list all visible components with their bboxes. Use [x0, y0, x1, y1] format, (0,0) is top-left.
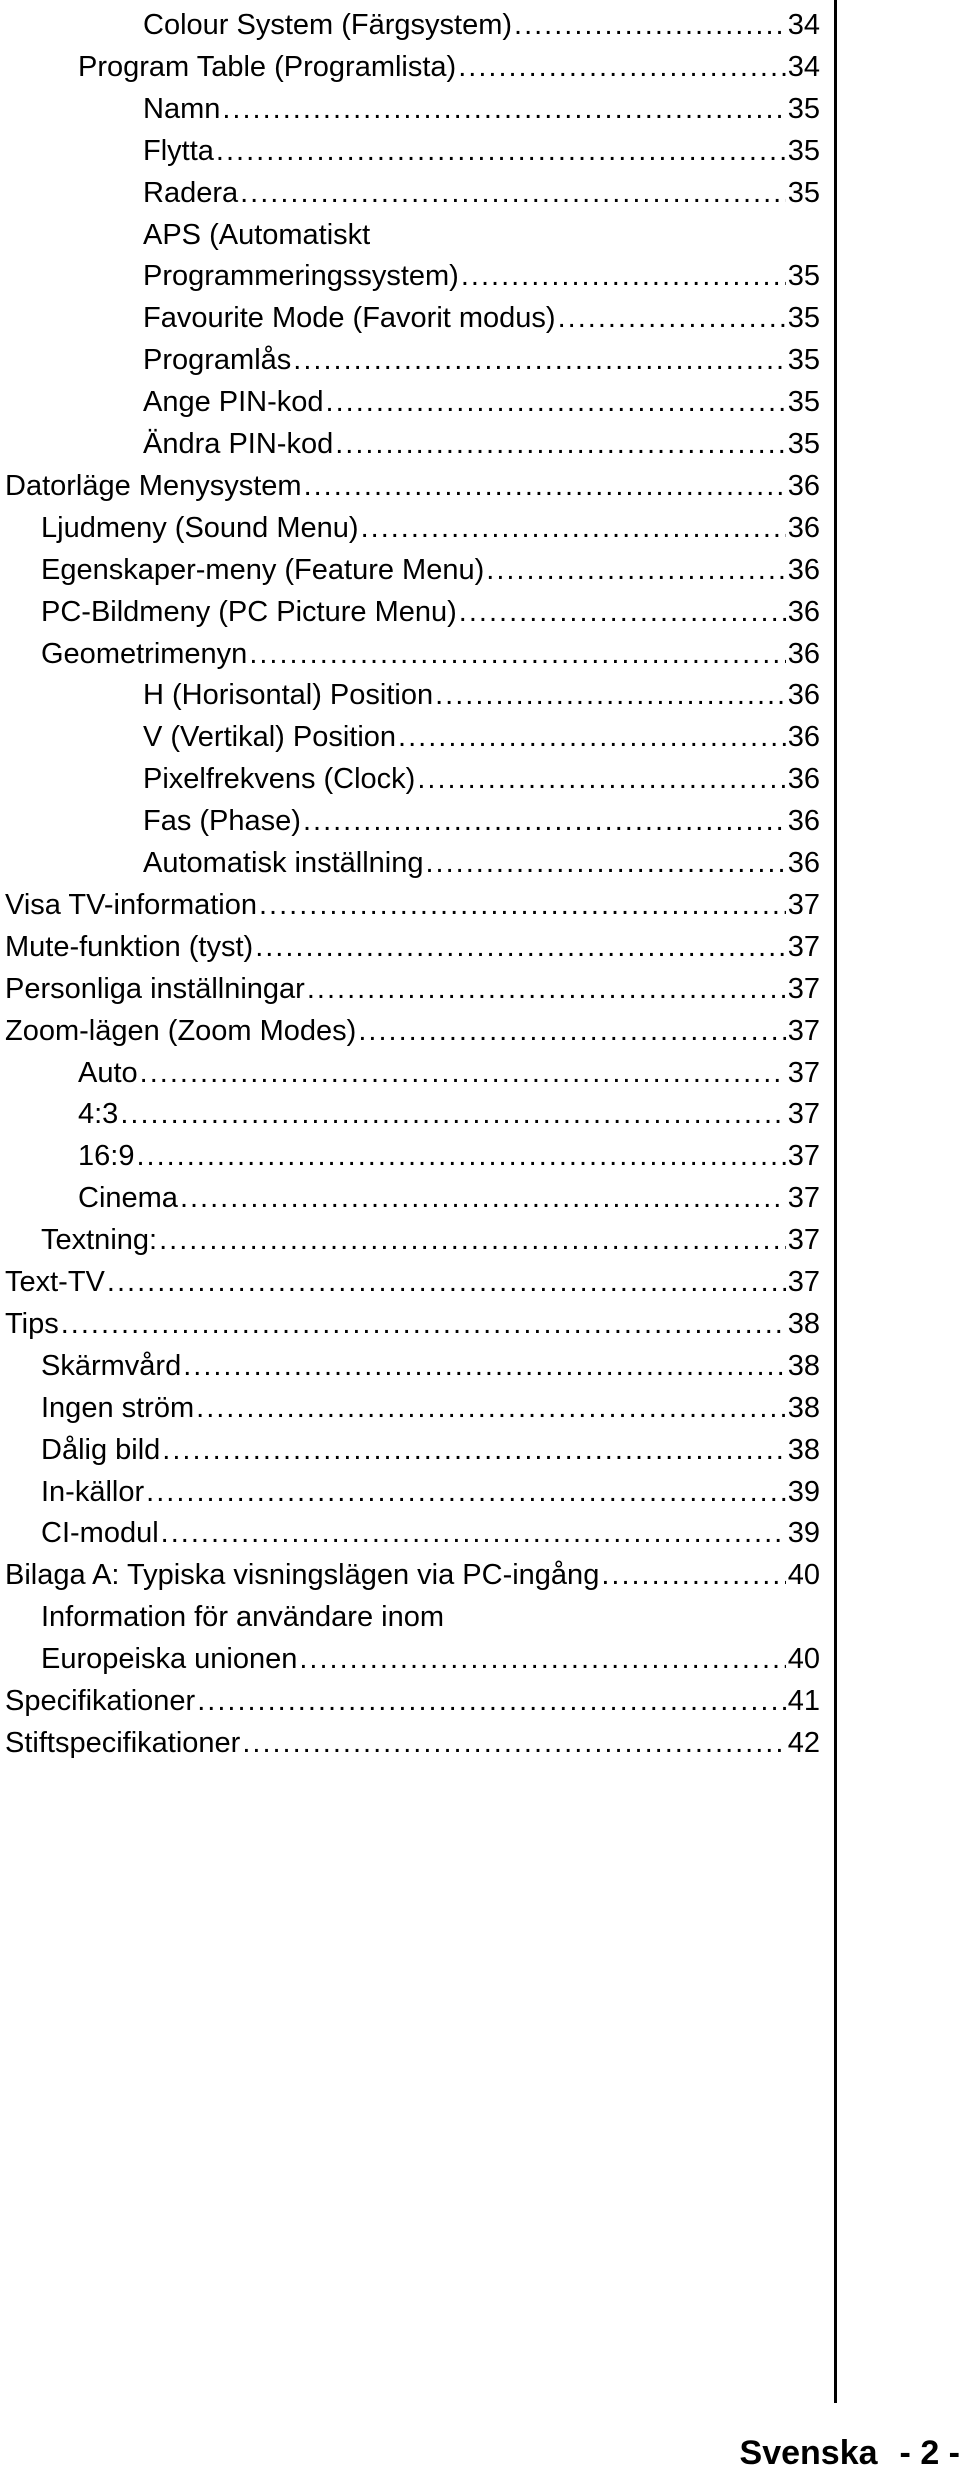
toc-entry[interactable]: [143, 796, 820, 838]
toc-entry[interactable]: [143, 210, 820, 252]
toc-entry[interactable]: [41, 1425, 820, 1467]
toc-entry[interactable]: [41, 503, 820, 545]
toc-leader-dots: [398, 720, 786, 754]
toc-entry-title: Ljudmeny (Sound Menu): [41, 511, 359, 544]
toc-entry[interactable]: [78, 1173, 820, 1215]
toc-leader-dots: [140, 1056, 786, 1090]
toc-leader-dots: [435, 678, 786, 712]
toc-entry-title: Programmeringssystem): [143, 260, 459, 293]
toc-leader-dots: [303, 804, 786, 838]
toc-leader-dots: [259, 888, 786, 922]
toc-leader-dots: [514, 8, 786, 42]
toc-entry-title: Europeiska unionen: [41, 1643, 298, 1676]
toc-entry[interactable]: [78, 1089, 820, 1131]
footer-page-number: - 2 -: [899, 2433, 960, 2472]
toc-entry[interactable]: [41, 587, 820, 629]
toc-entry-title: Flytta: [143, 134, 214, 167]
toc-leader-dots: [304, 469, 786, 503]
toc-leader-dots: [162, 1433, 785, 1467]
toc-entry-title: Egenskaper-meny (Feature Menu): [41, 553, 485, 586]
toc-entry-title: Fas (Phase): [143, 805, 301, 838]
toc-entry-page: 40: [787, 1643, 820, 1676]
toc-leader-dots: [299, 1642, 785, 1676]
toc-entry[interactable]: [41, 1341, 820, 1383]
toc-entry[interactable]: [143, 419, 820, 461]
toc-entry-page: 37: [787, 1140, 820, 1173]
toc-leader-dots: [459, 595, 786, 629]
toc-leader-dots: [417, 762, 785, 796]
toc-entry-title: 16:9: [78, 1140, 135, 1173]
toc-entry-title: Datorläge Menysystem: [5, 469, 302, 502]
toc-entry[interactable]: [5, 964, 820, 1006]
toc-entry-title: Automatisk inställning: [143, 847, 424, 879]
toc-entry-page: 38: [787, 1433, 820, 1466]
toc-leader-dots: [222, 92, 785, 126]
toc-leader-dots: [486, 553, 785, 587]
toc-entry[interactable]: [41, 545, 820, 587]
toc-entry-page: 37: [787, 1182, 820, 1215]
toc-entry-title: Cinema: [78, 1182, 178, 1215]
toc-entry-title: Colour System (Färgsystem): [143, 9, 513, 41]
footer-language: Svenska: [739, 2433, 878, 2472]
toc-entry-title: Geometrimenyn: [41, 637, 248, 670]
toc-entry-page: 38: [787, 1349, 820, 1382]
toc-entry-title: H (Horisontal) Position: [143, 679, 434, 712]
page-footer: [740, 2430, 960, 2476]
toc-leader-dots: [601, 1558, 785, 1592]
toc-entry[interactable]: [143, 754, 820, 796]
toc-leader-dots: [136, 1139, 785, 1173]
toc-leader-dots: [196, 1391, 786, 1425]
toc-entry[interactable]: [5, 880, 820, 922]
toc-entry-page: 36: [787, 511, 820, 544]
toc-leader-dots: [120, 1097, 785, 1131]
toc-leader-dots: [425, 846, 785, 880]
toc-entry-page: 35: [787, 302, 820, 335]
toc-entry-page: 37: [787, 1266, 820, 1298]
toc-entry[interactable]: [143, 126, 820, 168]
toc-entry[interactable]: [143, 168, 820, 210]
toc-entry-page: 35: [787, 176, 820, 209]
column-divider: [834, 0, 837, 2403]
toc-entry-title: APS (Automatiskt: [143, 218, 371, 251]
toc-entry-title: Radera: [143, 176, 239, 209]
toc-leader-dots: [461, 259, 786, 293]
toc-entry[interactable]: [5, 1718, 820, 1760]
toc-entry[interactable]: [5, 461, 820, 503]
toc-entry[interactable]: [41, 1467, 820, 1509]
toc-leader-dots: [159, 1223, 786, 1257]
toc-entry-title: Zoom-lägen (Zoom Modes): [5, 1014, 357, 1047]
toc-leader-dots: [335, 427, 786, 461]
toc-entry-page: 35: [787, 134, 820, 167]
toc-entry-page: 35: [787, 344, 820, 377]
toc-leader-dots: [361, 511, 786, 545]
toc-entry-title: Ingen ström: [41, 1391, 195, 1424]
toc-entry-title: Programlås: [143, 344, 292, 377]
toc-entry[interactable]: [143, 0, 820, 42]
toc-entry-page: 38: [787, 1307, 820, 1340]
toc-entry-page: 37: [787, 930, 820, 963]
toc-entry-page: 35: [787, 386, 820, 419]
toc-entry[interactable]: [143, 293, 820, 335]
toc-entry-page: 37: [787, 972, 820, 1005]
toc-leader-dots: [240, 176, 786, 210]
toc-entry[interactable]: [41, 1508, 820, 1550]
toc-leader-dots: [293, 343, 785, 377]
toc-entry[interactable]: [41, 629, 820, 671]
toc-entry-page: 42: [787, 1726, 820, 1759]
toc-entry[interactable]: [143, 377, 820, 419]
toc-entry[interactable]: [78, 42, 820, 84]
toc-entry[interactable]: [143, 670, 820, 712]
toc-entry-title: Mute-funktion (tyst): [5, 930, 254, 963]
toc-entry-title: PC-Bildmeny (PC Picture Menu): [41, 595, 457, 628]
toc-entry-page: 37: [787, 1014, 820, 1047]
toc-entry[interactable]: [41, 1383, 820, 1425]
toc-entry-title: Pixelfrekvens (Clock): [143, 763, 416, 796]
toc-entry-page: 38: [787, 1391, 820, 1424]
toc-entry-page: 36: [787, 595, 820, 628]
toc-leader-dots: [216, 134, 786, 168]
toc-entry[interactable]: [5, 1006, 820, 1048]
toc-entry-title: Namn: [143, 92, 221, 125]
toc-entry[interactable]: [78, 1131, 820, 1173]
toc-entry[interactable]: [143, 838, 820, 880]
toc-leader-dots: [255, 930, 786, 964]
toc-entry-title: Dålig bild: [41, 1433, 161, 1466]
toc-entry-page: 35: [787, 260, 820, 293]
toc-entry-title: Stiftspecifikationer: [5, 1726, 241, 1759]
toc-entry-title: Ange PIN-kod: [143, 386, 324, 419]
toc-entry-title: V (Vertikal) Position: [143, 721, 397, 754]
toc-entry-title: Text-TV: [5, 1266, 105, 1298]
toc-entry-title: Auto: [78, 1056, 138, 1089]
toc-entry-page: 41: [787, 1685, 820, 1717]
toc-leader-dots: [180, 1181, 786, 1215]
toc-entry[interactable]: [5, 922, 820, 964]
toc-leader-dots: [61, 1307, 786, 1341]
toc-leader-dots: [161, 1516, 786, 1550]
toc-entry-title: 4:3: [78, 1098, 119, 1131]
toc-leader-dots: [249, 637, 785, 671]
toc-leader-dots: [183, 1349, 786, 1383]
toc-entry[interactable]: [41, 1634, 820, 1676]
toc-leader-dots: [197, 1684, 786, 1718]
toc-entry-title: In-källor: [41, 1475, 145, 1508]
toc-entry-title: Ändra PIN-kod: [143, 428, 334, 460]
toc-entry[interactable]: [143, 712, 820, 754]
toc-leader-dots: [107, 1265, 786, 1299]
toc-entry-page: 40: [787, 1559, 820, 1592]
toc-entry[interactable]: [143, 251, 820, 293]
toc-entry-page: 35: [787, 92, 820, 125]
toc-entry[interactable]: [5, 1676, 820, 1718]
toc-entry-title: Personliga inställningar: [5, 972, 305, 1005]
toc-entry[interactable]: [5, 1257, 820, 1299]
toc-entry-page: 37: [787, 888, 820, 921]
toc-entry-title: Bilaga A: Typiska visningslägen via PC-ingång: [5, 1559, 600, 1592]
toc-entry-page: 36: [787, 637, 820, 670]
toc-entry-page: 39: [787, 1475, 820, 1508]
toc-entry-page: 37: [787, 1224, 820, 1257]
toc-entry-page: 36: [787, 553, 820, 586]
toc-entry-title: Program Table (Programlista): [78, 50, 457, 83]
toc-entry[interactable]: [41, 1592, 820, 1634]
toc-entry[interactable]: [5, 1299, 820, 1341]
toc-entry-page: 34: [787, 9, 820, 41]
toc-entry-page: 34: [787, 50, 820, 83]
toc-leader-dots: [307, 972, 786, 1006]
toc-leader-dots: [326, 385, 786, 419]
toc-leader-dots: [242, 1726, 785, 1760]
toc-entry-title: Tips: [5, 1307, 59, 1340]
toc-leader-dots: [146, 1475, 786, 1509]
toc-entry-page: 36: [787, 469, 820, 502]
toc-entry[interactable]: [41, 1215, 820, 1257]
toc-entry[interactable]: [143, 84, 820, 126]
toc-entry-title: Favourite Mode (Favorit modus): [143, 302, 556, 335]
toc-leader-dots: [358, 1014, 785, 1048]
toc-leader-dots: [558, 301, 786, 335]
toc-entry-page: 37: [787, 1056, 820, 1089]
toc-entry-page: 36: [787, 721, 820, 754]
toc-entry[interactable]: [5, 1550, 820, 1592]
toc-entry-page: 36: [787, 847, 820, 879]
toc-leader-dots: [458, 50, 786, 84]
toc-entry-title: CI-modul: [41, 1517, 159, 1550]
toc-entry[interactable]: [78, 1048, 820, 1090]
toc-entry-title: Textning:: [41, 1224, 158, 1257]
toc-entry-page: 35: [787, 428, 820, 460]
toc-entry-page: 36: [787, 805, 820, 838]
toc-entry-title: Information för användare inom: [41, 1601, 444, 1634]
toc-entry-page: 36: [787, 679, 820, 712]
toc-entry-page: 36: [787, 763, 820, 796]
toc-entry-page: 37: [787, 1098, 820, 1131]
toc-entry-page: 39: [787, 1517, 820, 1550]
toc-entry[interactable]: [143, 335, 820, 377]
toc-entry-title: Specifikationer: [5, 1685, 196, 1717]
toc-entry-title: Visa TV-information: [5, 888, 257, 921]
toc-entry-title: Skärmvård: [41, 1349, 182, 1382]
